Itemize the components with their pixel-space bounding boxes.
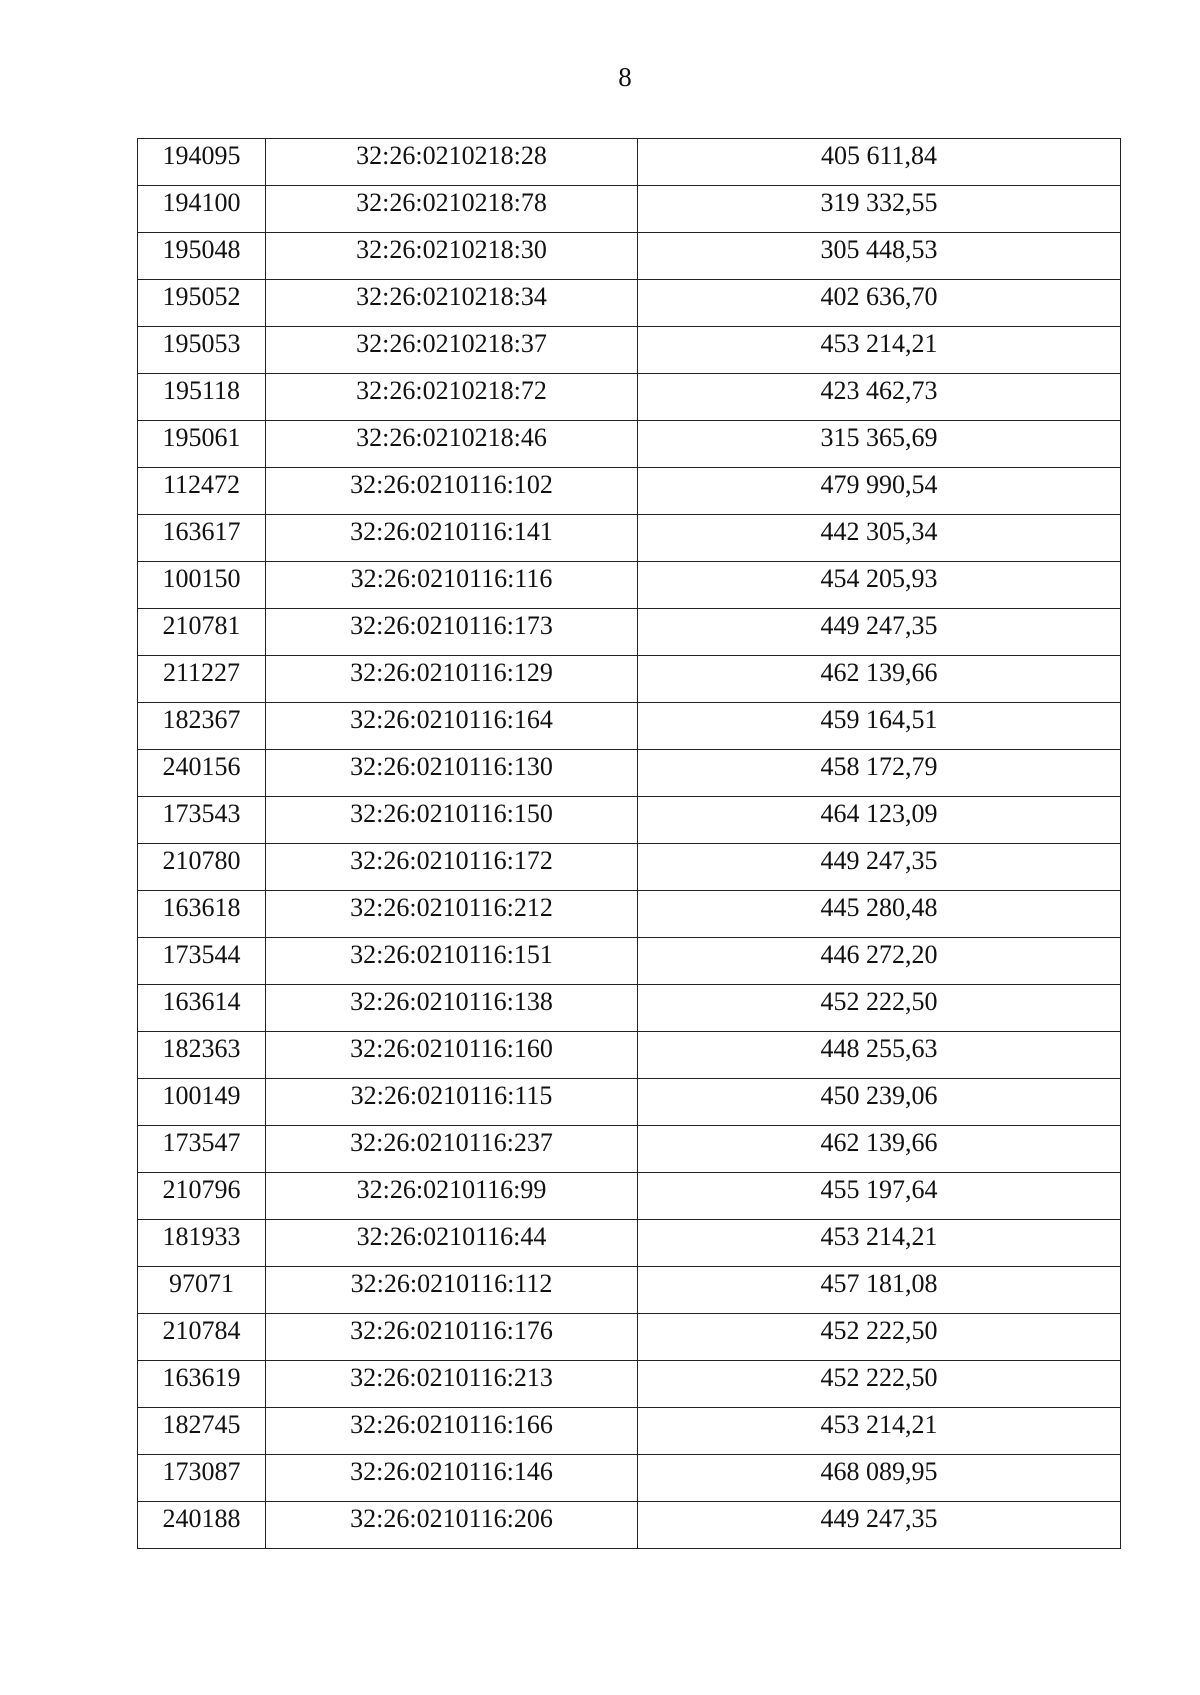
cadastral-number-cell: 32:26:0210218:34: [266, 280, 638, 327]
cadastral-number-cell: 32:26:0210116:173: [266, 609, 638, 656]
record-id-cell: 210780: [138, 844, 266, 891]
record-id-cell: 210784: [138, 1314, 266, 1361]
table-row: [138, 656, 1121, 703]
record-id-cell: 112472: [138, 468, 266, 515]
cadastral-number-cell: 32:26:0210116:99: [266, 1173, 638, 1220]
value-cell: 445 280,48: [638, 891, 1121, 938]
value-cell: 457 181,08: [638, 1267, 1121, 1314]
table-row: [138, 1032, 1121, 1079]
record-id-cell: 163614: [138, 985, 266, 1032]
cadastral-number-cell: 32:26:0210116:212: [266, 891, 638, 938]
value-cell: 479 990,54: [638, 468, 1121, 515]
cadastral-number-cell: 32:26:0210116:160: [266, 1032, 638, 1079]
table-row: [138, 515, 1121, 562]
table-row: [138, 374, 1121, 421]
table-row: [138, 1408, 1121, 1455]
cadastral-number-cell: 32:26:0210116:237: [266, 1126, 638, 1173]
value-cell: 449 247,35: [638, 1502, 1121, 1549]
cadastral-number-cell: 32:26:0210116:150: [266, 797, 638, 844]
cadastral-number-cell: 32:26:0210116:206: [266, 1502, 638, 1549]
table-row: [138, 1455, 1121, 1502]
value-cell: 450 239,06: [638, 1079, 1121, 1126]
cadastral-number-cell: 32:26:0210218:46: [266, 421, 638, 468]
record-id-cell: 195061: [138, 421, 266, 468]
value-cell: 459 164,51: [638, 703, 1121, 750]
record-id-cell: 173547: [138, 1126, 266, 1173]
table-row: [138, 1173, 1121, 1220]
cadastral-number-cell: 32:26:0210116:102: [266, 468, 638, 515]
value-cell: 449 247,35: [638, 844, 1121, 891]
table-row: [138, 1079, 1121, 1126]
cadastral-number-cell: 32:26:0210218:37: [266, 327, 638, 374]
value-cell: 453 214,21: [638, 1220, 1121, 1267]
record-id-cell: 195052: [138, 280, 266, 327]
cadastral-number-cell: 32:26:0210218:28: [266, 139, 638, 186]
value-cell: 452 222,50: [638, 1361, 1121, 1408]
table-row: [138, 797, 1121, 844]
cadastral-number-cell: 32:26:0210116:172: [266, 844, 638, 891]
record-id-cell: 211227: [138, 656, 266, 703]
record-id-cell: 195053: [138, 327, 266, 374]
value-cell: 315 365,69: [638, 421, 1121, 468]
value-cell: 453 214,21: [638, 327, 1121, 374]
table-row: [138, 609, 1121, 656]
table-row: [138, 327, 1121, 374]
table-row: [138, 1267, 1121, 1314]
record-id-cell: 97071: [138, 1267, 266, 1314]
table-row: [138, 1126, 1121, 1173]
record-id-cell: 181933: [138, 1220, 266, 1267]
cadastral-number-cell: 32:26:0210116:166: [266, 1408, 638, 1455]
cadastral-number-cell: 32:26:0210116:213: [266, 1361, 638, 1408]
record-id-cell: 210796: [138, 1173, 266, 1220]
record-id-cell: 182745: [138, 1408, 266, 1455]
value-cell: 458 172,79: [638, 750, 1121, 797]
cadastral-number-cell: 32:26:0210218:78: [266, 186, 638, 233]
table-row: [138, 844, 1121, 891]
record-id-cell: 240188: [138, 1502, 266, 1549]
page-number: 8: [618, 62, 632, 92]
value-cell: 462 139,66: [638, 656, 1121, 703]
record-id-cell: 182363: [138, 1032, 266, 1079]
record-id-cell: 194100: [138, 186, 266, 233]
value-cell: 305 448,53: [638, 233, 1121, 280]
cadastral-number-cell: 32:26:0210116:112: [266, 1267, 638, 1314]
cadastral-number-cell: 32:26:0210116:130: [266, 750, 638, 797]
value-cell: 319 332,55: [638, 186, 1121, 233]
cadastral-number-cell: 32:26:0210116:176: [266, 1314, 638, 1361]
cadastral-number-cell: 32:26:0210218:72: [266, 374, 638, 421]
value-cell: 448 255,63: [638, 1032, 1121, 1079]
table-row: [138, 280, 1121, 327]
cadastral-number-cell: 32:26:0210116:146: [266, 1455, 638, 1502]
record-id-cell: 194095: [138, 139, 266, 186]
table-row: [138, 703, 1121, 750]
value-cell: 423 462,73: [638, 374, 1121, 421]
value-cell: 468 089,95: [638, 1455, 1121, 1502]
cadastral-number-cell: 32:26:0210116:116: [266, 562, 638, 609]
cadastral-number-cell: 32:26:0210116:44: [266, 1220, 638, 1267]
table-row: [138, 750, 1121, 797]
table-row: [138, 421, 1121, 468]
value-cell: 405 611,84: [638, 139, 1121, 186]
value-cell: 455 197,64: [638, 1173, 1121, 1220]
cadastral-number-cell: 32:26:0210116:164: [266, 703, 638, 750]
table-row: [138, 1314, 1121, 1361]
record-id-cell: 173543: [138, 797, 266, 844]
table-row: [138, 139, 1121, 186]
table-row: [138, 186, 1121, 233]
table-row: [138, 1502, 1121, 1549]
cadastral-number-cell: 32:26:0210218:30: [266, 233, 638, 280]
cadastral-number-cell: 32:26:0210116:115: [266, 1079, 638, 1126]
record-id-cell: 210781: [138, 609, 266, 656]
record-id-cell: 173087: [138, 1455, 266, 1502]
record-id-cell: 163619: [138, 1361, 266, 1408]
record-id-cell: 100149: [138, 1079, 266, 1126]
record-id-cell: 195048: [138, 233, 266, 280]
record-id-cell: 163617: [138, 515, 266, 562]
cadastral-number-cell: 32:26:0210116:129: [266, 656, 638, 703]
value-cell: 453 214,21: [638, 1408, 1121, 1455]
cadastral-number-cell: 32:26:0210116:151: [266, 938, 638, 985]
record-id-cell: 100150: [138, 562, 266, 609]
data-table: [137, 138, 1121, 1549]
record-id-cell: 173544: [138, 938, 266, 985]
table-row: [138, 1220, 1121, 1267]
value-cell: 402 636,70: [638, 280, 1121, 327]
record-id-cell: 182367: [138, 703, 266, 750]
table-row: [138, 1361, 1121, 1408]
value-cell: 452 222,50: [638, 1314, 1121, 1361]
value-cell: 442 305,34: [638, 515, 1121, 562]
table-row: [138, 468, 1121, 515]
table-row: [138, 562, 1121, 609]
value-cell: 464 123,09: [638, 797, 1121, 844]
record-id-cell: 195118: [138, 374, 266, 421]
table-row: [138, 938, 1121, 985]
record-id-cell: 163618: [138, 891, 266, 938]
table-body: [138, 139, 1121, 1549]
table-row: [138, 233, 1121, 280]
table-row: [138, 891, 1121, 938]
cadastral-number-cell: 32:26:0210116:141: [266, 515, 638, 562]
cadastral-number-cell: 32:26:0210116:138: [266, 985, 638, 1032]
value-cell: 454 205,93: [638, 562, 1121, 609]
record-id-cell: 240156: [138, 750, 266, 797]
table-row: [138, 985, 1121, 1032]
value-cell: 446 272,20: [638, 938, 1121, 985]
value-cell: 449 247,35: [638, 609, 1121, 656]
value-cell: 452 222,50: [638, 985, 1121, 1032]
value-cell: 462 139,66: [638, 1126, 1121, 1173]
